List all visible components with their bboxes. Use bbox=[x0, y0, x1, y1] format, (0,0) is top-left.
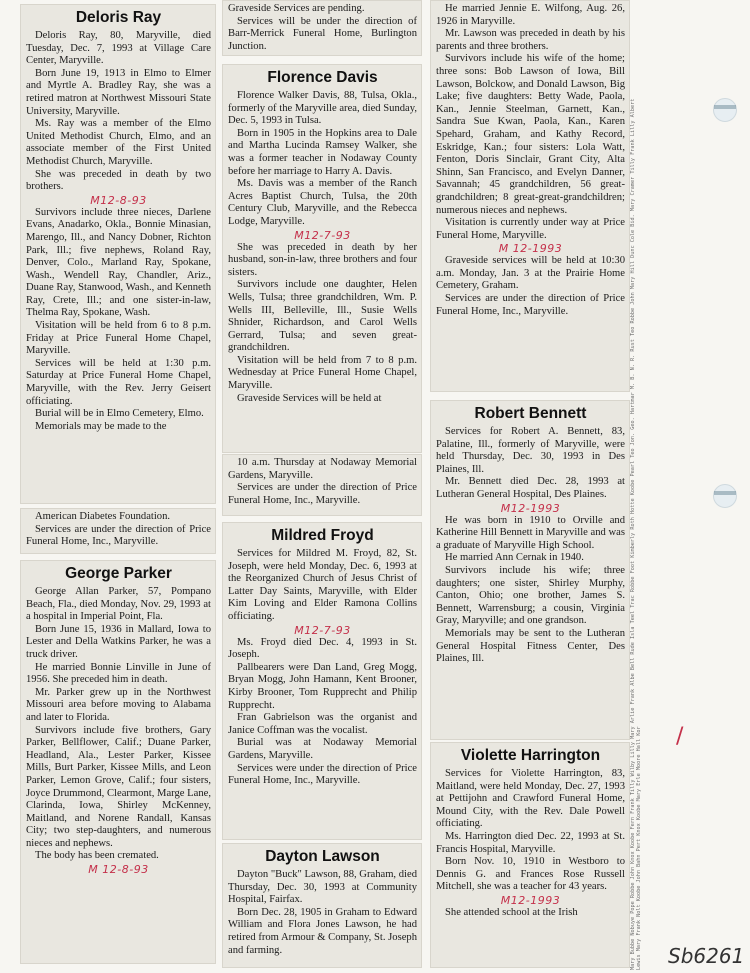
obituary-paragraph: Services are under the direction of Price Funeral Home, Inc., Maryville. bbox=[26, 523, 211, 548]
obituary-paragraph: Visitation is currently under way at Price Funeral Home, Maryville. bbox=[436, 217, 625, 241]
obituary-paragraph: American Diabetes Foundation. bbox=[35, 511, 171, 522]
obituary-paragraph: Ms. Froyd died Dec. 4, 1993 in St. Joseph. bbox=[228, 636, 417, 661]
obituary-paragraph: Ms. Ray was a member of the Elmo United Methodist Church, Elmo, and an associate member of the First United Methodist Church, Maryville. bbox=[26, 118, 211, 167]
obituary-name-heading: George Parker bbox=[65, 565, 172, 582]
obituary-paragraph: Florence Walker Davis, 88, Tulsa, Okla., formerly of the Maryville area, died Sunday, Dec. 5, 1993 in Tulsa. bbox=[228, 90, 417, 127]
punch-hole-icon bbox=[713, 484, 737, 508]
obituary-paragraph: She attended school at the Irish bbox=[445, 906, 578, 918]
obituary-paragraph: Born in 1905 in the Hopkins area to Dale and Martha Lucinda Ramsey Walker, she was a former teacher in Nodaway County before her marriage to Harry A. Davis. bbox=[228, 127, 417, 177]
obituary-paragraph: Memorials may be made to the bbox=[35, 420, 167, 432]
obituary-deloris-ray-continued bbox=[20, 508, 216, 554]
obituary-paragraph: He married Bonnie Linville in June of 1956. She preceded him in death. bbox=[26, 661, 211, 686]
obituary-paragraph: Services for Robert A. Bennett, 83, Palatine, Ill., formerly of Maryville, were held Thursday, Dec. 30, 1993 in Des Plaines, Ill. bbox=[436, 426, 625, 475]
obituary-paragraph: Ms. Harrington died Dec. 22, 1993 at St. Francis Hospital, Maryville. bbox=[436, 830, 625, 855]
obituary-paragraph: Survivors include one daughter, Helen Wells, Tulsa; three grandchildren, Wm. P. Wells III, Belleville, Ill., Susie Wells Shnider, Richardson, and Carol Wells Gerrard, Tulsa; and seven great-grandchildren. bbox=[228, 279, 417, 354]
obituary-paragraph: Deloris Ray, 80, Maryville, died Tuesday, Dec. 7, 1993 at Village Care Center, Maryville. bbox=[26, 30, 211, 67]
obituary-dayton-lawson bbox=[222, 843, 422, 968]
obituary-paragraph: The body has been cremated. bbox=[35, 850, 159, 862]
obituary-paragraph: George Allan Parker, 57, Pompano Beach, Fla., died Monday, Nov. 29, 1993 at a hospital in Imperial Point, Fla. bbox=[26, 586, 211, 623]
obituary-deloris-ray bbox=[20, 4, 216, 504]
obituary-paragraph: Visitation will be held from 7 to 8 p.m. Wednesday at Price Funeral Home Chapel, Maryville. bbox=[228, 354, 417, 392]
obituary-paragraph: Services for Violette Harrington, 83, Maitland, were held Monday, Dec. 27, 1993 at Pettijohn and Crawford Funeral Home, Mound City, with the Rev. Dale Powell officiating. bbox=[436, 768, 625, 830]
obituary-george-parker bbox=[20, 560, 216, 964]
obituary-paragraph: Born Dec. 28, 1905 in Graham to Edward William and Flora Jones Lawson, he had retired from Armour & Company, St. Joseph and farming. bbox=[228, 906, 417, 956]
obituary-paragraph: Services for Mildred M. Froyd, 82, St. Joseph, were held Monday, Dec. 6, 1993 at the Reorganized Church of Jesus Christ of Latter Day Saints, Maryville, with Elder Kim Loving and Elder Ramona Collins officiating. bbox=[228, 548, 417, 622]
obituary-paragraph: Graveside services will be held at 10:30 a.m. Monday, Jan. 3 at the Prairie Home Cemetery, Graham. bbox=[436, 255, 625, 292]
obituary-paragraph: Burial was at Nodaway Memorial Gardens, Maryville. bbox=[228, 737, 417, 761]
obituary-dayton-lawson-continued bbox=[430, 0, 630, 392]
handwritten-date-note: M12-7-93 bbox=[294, 228, 351, 242]
obituary-name-heading: Dayton Lawson bbox=[265, 848, 380, 865]
obituary-paragraph: Graveside Services are pending. bbox=[228, 3, 365, 14]
obituary-paragraph: Services were under the direction of Price Funeral Home, Inc., Maryville. bbox=[228, 762, 417, 787]
obituary-paragraph: Services are under the direction of Price Funeral Home, Inc., Maryville. bbox=[228, 482, 417, 506]
obituary-paragraph: Survivors include his wife; three daughters; one sister, Shirley Murphy, Canton, Ohio; one brother, James S. Bennett, Warrensburg; a cousin, Virginia Gray, Maryville; and one grandson. bbox=[436, 564, 625, 627]
obituary-paragraph: He married Jennie E. Wilfong, Aug. 26, 1926 in Maryville. bbox=[436, 3, 625, 27]
obituary-paragraph: He married Ann Cernak in 1940. bbox=[445, 552, 584, 564]
obituary-paragraph: Survivors include his wife of the home; three sons: Bob Lawson of Iowa, Bill Lawson, Bolckow, and Donald Lawson, Big Lake; five daughters: Betty Wade, Paola, Kan., Jennie Steelman, Garnett, Kan., Sandra Sue Kwan, Paola, Kan., Karen Spehard, Graham, and Kathy Record, Eskridge, Kan.; four sisters: Lola Watt, Fenton, Doris Sinclair, Grant City, Alta Shinn, San Francisco, and Evelyn Danner, Savannah; 45 grandchildren, 56 great-grandchildren; 8 great-great-grandchildren; numerous nieces and nephews. bbox=[436, 53, 625, 216]
handwritten-date-note: M12-1993 bbox=[500, 501, 561, 515]
obituary-paragraph: She was preceded in death by two brothers. bbox=[26, 168, 211, 193]
obituary-paragraph: Burial will be in Elmo Cemetery, Elmo. bbox=[35, 408, 204, 420]
obituary-paragraph: Born June 15, 1936 in Mallard, Iowa to Lester and Della Watkins Parker, he was a truck driver. bbox=[26, 623, 211, 660]
obituary-paragraph: He was born in 1910 to Orville and Katherine Hill Bennett in Maryville and was a graduate of Maryville High School. bbox=[436, 514, 625, 551]
obituary-paragraph: Mr. Lawson was preceded in death by his parents and three brothers. bbox=[436, 28, 625, 52]
obituary-paragraph: Fran Gabrielson was the organist and Janice Coffman was the vocalist. bbox=[228, 712, 417, 736]
obituary-paragraph: Visitation will be held from 6 to 8 p.m. Friday at Price Funeral Home Chapel, Maryville. bbox=[26, 320, 211, 357]
handwritten-date-note: M12-1993 bbox=[500, 893, 561, 907]
obituary-florence-davis-continued bbox=[222, 454, 422, 516]
obituary-mildred-froyd bbox=[222, 522, 422, 840]
obituary-paragraph: Graveside Services will be held at bbox=[237, 392, 382, 404]
obituary-name-heading: Robert Bennett bbox=[474, 405, 587, 422]
obituary-paragraph: Services will be under the direction of Barr-Merrick Funeral Home, Burlington Junction. bbox=[228, 15, 417, 52]
obituary-paragraph: She was preceded in death by her husband, son-in-law, three brothers and four sisters. bbox=[228, 241, 417, 278]
margin-name-list: Mary Bubbe Nobuye Pope Robbe John Knox Koobe Fern Frank Tilly Wilby Lilly Mary Arlie Frank Albe Bell Rude Isla Teel Trac Robbe Foot Kimberly Roth Hotte Koobe Pearl Teo Jon. Geo. Hartmar M. B. N. R. Rust Teo Robbe John Mary Hill Dunc Cole Bid. Mary Cramer Tilly Frank Lilly Albert Lewis Mary Frank Nolt Koobe John Bahn Pert Knox Koobe Mary Erle Moore Hall Kor bbox=[630, 98, 642, 970]
obituary-paragraph: Services are under the direction of Price Funeral Home, Inc., Maryville. bbox=[436, 293, 625, 317]
handwritten-date-note: M12-8-93 bbox=[90, 193, 147, 207]
punch-hole-icon bbox=[713, 98, 737, 122]
obituary-violette-harrington bbox=[430, 742, 630, 968]
obituary-name-heading: Deloris Ray bbox=[75, 9, 162, 26]
obituary-fragment-top bbox=[222, 0, 422, 56]
handwritten-date-note: M 12-8-93 bbox=[88, 863, 149, 877]
obituary-paragraph: Survivors include three nieces, Darlene Evans, Anadarko, Okla., Bonnie Minasian, Marengo, Ill., and Nancy Dobner, Richton Park, Ill.; five nephews, Roland Ray, Denver, Colo., Marland Ray, Spokane, Wash., Wendell Ray, Chandler, Ariz., Duane Ray, Stanwood, Wash., and Kenneth Ray, Crete, Ill.; and one sister-in-law, Thelma Ray, Spokane, Wash. bbox=[26, 206, 211, 319]
obituary-paragraph: Mr. Bennett died Dec. 28, 1993 at Lutheran General Hospital, Des Plaines. bbox=[436, 476, 625, 500]
obituary-paragraph: 10 a.m. Thursday at Nodaway Memorial Gardens, Maryville. bbox=[228, 457, 417, 481]
obituary-paragraph: Services will be held at 1:30 p.m. Saturday at Price Funeral Home Chapel, Maryville, with the Rev. Jerry Geisert officiating. bbox=[26, 357, 211, 407]
handwritten-date-note: M 12-1993 bbox=[498, 242, 563, 256]
obituary-paragraph: Memorials may be sent to the Lutheran General Hospital Fitness Center, Des Plaines, Ill. bbox=[436, 627, 625, 665]
obituary-name-heading: Mildred Froyd bbox=[271, 527, 374, 544]
obituary-paragraph: Ms. Davis was a member of the Ranch Acres Baptist Church, Tulsa, the 20th Century Club, Maryville, and the Rebecca Lodge, Maryville. bbox=[228, 178, 417, 227]
red-pen-mark: / bbox=[676, 724, 684, 749]
obituary-paragraph: Survivors include five brothers, Gary Parker, Bellflower, Calif.; Duane Parker, Headland, Ala., Lester Parker, Kissee Mills, Burt Parker, Kissee Mills, and Leon Parker, Lemon Grove, Calif.; four sisters, Joyce Drummond, Clearmont, Marge Lane, Clarinda, Iowa, Shirley McKenney, Maitland, and Norene Randall, Kansas City; two step-daughters, and numerous nieces and nephews. bbox=[26, 724, 211, 849]
obituary-paragraph: Mr. Parker grew up in the Northwest Missouri area before moving to Alabama and later to Florida. bbox=[26, 686, 211, 723]
handwritten-date-note: M12-7-93 bbox=[294, 623, 351, 637]
obituary-name-heading: Violette Harrington bbox=[460, 747, 601, 764]
archive-stamp: Sb6261 bbox=[668, 944, 745, 968]
obituary-robert-bennett bbox=[430, 400, 630, 740]
obituary-florence-davis bbox=[222, 64, 422, 453]
obituary-paragraph: Born Nov. 10, 1910 in Westboro to Dennis G. and Frances Rose Russell Mitchell, she was a teacher for 43 years. bbox=[436, 856, 625, 893]
obituary-name-heading: Florence Davis bbox=[267, 69, 378, 86]
obituary-paragraph: Born June 19, 1913 in Elmo to Elmer and Myrtle A. Bradley Ray, she was a retired matron at Northwest Missouri State University, Maryville. bbox=[26, 67, 211, 117]
obituary-paragraph: Pallbearers were Dan Land, Greg Mogg, Bryan Mogg, John Hamann, Kent Brooner, Kirby Brooner, Tom Rupprecht and Philip Rupprecht. bbox=[228, 661, 417, 711]
obituary-paragraph: Dayton "Buck" Lawson, 88, Graham, died Thursday, Dec. 30, 1993 at Community Hospital, Fairfax. bbox=[228, 869, 417, 906]
